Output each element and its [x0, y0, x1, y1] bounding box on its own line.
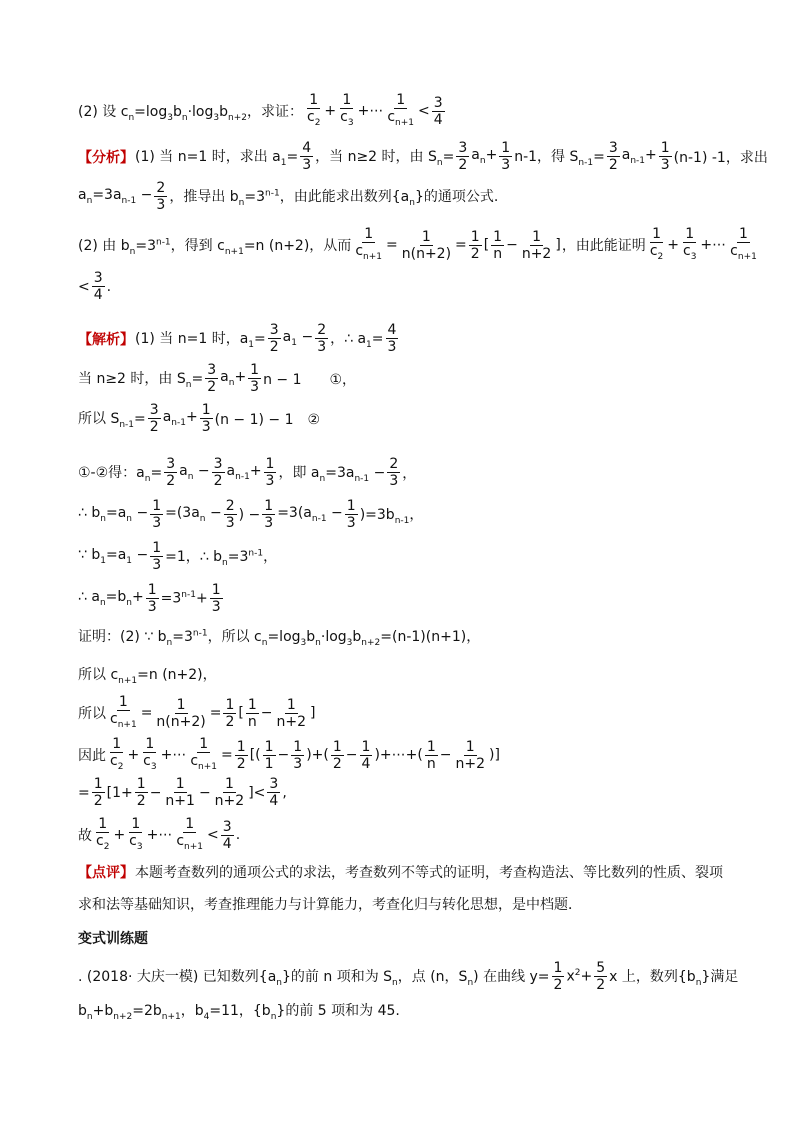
text: ①-②得：$a_n=$	[78, 464, 163, 484]
frac: 1 $c_{n+1}$	[110, 694, 137, 730]
line-6: 【解析】 (1) 当 n=1 时，$a_1=$ $\frac{3}{2}$ $a_1$ − $\frac{2}{3}$ ，∴ $a_1=$ $\frac{4}{3}$	[78, 322, 397, 355]
line-1: (2) 设 $c_n=\log_3b_n\cdot\log_3b_{n+2}$，求证： 1 $c_2$ + 1 $c_3$ +⋯ 1 $c_{n+1}$ < 3 4	[78, 92, 446, 131]
dianping-tag: 【点评】	[78, 865, 134, 881]
frac: 1 $c_{n+1}$	[730, 226, 757, 262]
frac: 1 $c_{n+1}$	[355, 226, 382, 262]
frac: $\frac{1}{3}$	[152, 540, 162, 573]
frac: 1 $c_2$	[306, 92, 321, 128]
frac: $\frac{1}{3}$	[346, 498, 356, 531]
line-22	[78, 1000, 400, 1022]
frac: 1 n(n+2)	[401, 228, 452, 262]
line-16: 因此 1 $c_2$ + 1 $c_3$ +⋯ 1 $c_{n+1}$ = 1 2 [( 1 1 − 1 3 )+( 1 2 − 1 4 )+⋯+( 1 n − 1 n+2 )]	[78, 736, 500, 775]
frac: $\frac{3}{2}$	[213, 456, 223, 489]
text: $a_n=3a_{n-1}$ −	[78, 187, 153, 206]
frac: 1 $c_{n+1}$	[190, 736, 218, 772]
line-11	[78, 540, 277, 573]
frac: $\frac{1}{2}$	[553, 960, 563, 993]
line-2: 【分析】 (1) 当 n=1 时，求出 $a_1=$ $\frac{4}{3}$ ，当 n≥2 时，由 $S_n=$ $\frac{3}{2}$ $a_n+$ $\frac{1}{3}$ n-1，得 $S_{n-1}=$ $\frac{3}{2}$ $a_{n-1}+$ $\frac{1}{3}$ (n-1) -1，求出	[78, 140, 768, 173]
text: 所以 $c_{n+1}=n$ (n+2)，	[78, 667, 217, 686]
frac: 1 2	[236, 738, 246, 772]
frac: $\frac{1}{3}$	[501, 140, 511, 173]
text: 当 n≥2 时，由 $S_n=$	[78, 370, 204, 390]
text: ，推导出 $b_n=3^{n-1}$，由此能求出数列$\{a_n\}$的通项公式.	[169, 187, 499, 208]
frac: 1 2	[225, 696, 235, 730]
text: $b_n+b_{n+2}=2b_{n+1}$，$b_4=11$，$\{b_n\}$的前 5 项和为 45.	[78, 1003, 400, 1022]
frac: 3 4	[222, 818, 232, 852]
frac: $\frac{1}{3}$	[660, 140, 670, 173]
text: (2) 设 $c_n=\log_3b_n\cdot\log_3b_{n+2}$，求证：	[78, 103, 303, 123]
frac: $\frac{3}{2}$	[166, 456, 176, 489]
text: ∵ $b_1=a_1$ −	[78, 547, 149, 566]
line-8: 所以 $S_{n-1}=$ $\frac{3}{2}$ $a_{n-1}+$ $\frac{1}{3}$ (n − 1) − 1 ②	[78, 402, 321, 435]
text: )$=3b_{n-1}$，	[359, 506, 424, 526]
frac: 1 n	[493, 228, 503, 262]
frac: 1 $c_2$	[96, 816, 110, 852]
text: (n − 1) − 1 ②	[214, 411, 321, 428]
frac: $\frac{3}{2}$	[269, 322, 279, 355]
text: 证明：(2) ∵ $b_n=3^{n-1}$，所以 $c_n=\log_3b_n\cdot\log_3b_{n+2}=(n-1)(n+1)$，	[78, 628, 481, 648]
line-10: ∴ $b_n=a_n$ − $\frac{1}{3}$ $=(3a_n$ − $\frac{2}{3}$ ) − $\frac{1}{3}$ $=3(a_{n-1}$ − $\frac{1}{3}$ )$=3b_{n-1}$，	[78, 498, 424, 531]
frac: $\frac{5}{2}$	[596, 960, 606, 993]
line-17: = $\frac{1}{2}$ [1+ 1 2 − 1 n+1 − 1 n+2 ]< 3 4 ,	[78, 776, 287, 809]
text: $=3(a_{n-1}$ −	[277, 505, 343, 524]
text: ，即 $a_n=3a_{n-1}$ −	[278, 464, 386, 484]
frac: $\frac{1}{3}$	[152, 498, 162, 531]
line-14	[78, 664, 217, 686]
frac: 1 n+2	[455, 738, 485, 772]
frac: 1 $c_3$	[682, 226, 697, 262]
text: . (2018· 大庆一模) 已知数列$\{a_n\}$的前 n 项和为 $S_n$，点 (n，$S_n$) 在曲线 y=	[78, 968, 550, 988]
line-20	[78, 894, 582, 914]
text: $=(3a_n$ −	[165, 505, 222, 524]
frac: 1 4	[361, 738, 371, 772]
line-9: ①-②得：$a_n=$ $\frac{3}{2}$ $a_n$ − $\frac{3}{2}$ $a_{n-1}+$ $\frac{1}{3}$ ，即 $a_n=3a_{n-1}$ − $\frac{2}{3}$ ，	[78, 456, 417, 489]
text: 所以 $S_{n-1}=$	[78, 410, 146, 430]
frac: $\frac{3}{2}$	[608, 140, 618, 173]
jiexi-tag: 【解析】	[78, 331, 134, 348]
frac: $\frac{3}{2}$	[149, 402, 159, 435]
frac: 1 n+2	[276, 696, 307, 730]
frac: $\frac{1}{2}$	[93, 776, 103, 809]
section-title-text: 变式训练题	[78, 931, 148, 947]
text: ∴ $a_n=b_n+$	[78, 589, 144, 608]
frac: $\frac{1}{3}$	[265, 456, 275, 489]
text: (n-1) -1，求出	[673, 149, 768, 166]
frac: 1 n	[426, 738, 436, 772]
line-12	[78, 582, 224, 615]
line-21: . (2018· 大庆一模) 已知数列$\{a_n\}$的前 n 项和为 $S_n$，点 (n，$S_n$) 在曲线 y= $\frac{1}{2}$ $x^2+$ $\frac{5}{2}$ x 上，数列$\{b_n\}$满足	[78, 960, 739, 993]
line-5: < 3 4 .	[78, 270, 112, 303]
frac: 1 $c_3$	[143, 736, 157, 772]
frac: 3 4	[93, 270, 103, 303]
frac: $\frac{2}{3}$	[156, 180, 166, 213]
text: ，∴ $a_1=$	[330, 330, 384, 350]
frac: 1 3	[293, 738, 303, 772]
line-19	[78, 862, 723, 882]
text: (1) 当 n=1 时，求出 $a_1=$	[135, 148, 299, 168]
frac: 1 1	[264, 738, 274, 772]
frac: 1 2	[136, 776, 146, 809]
text: n-1，得 $S_{n-1}=$	[514, 148, 605, 168]
fenxi-tag: 【分析】	[78, 149, 134, 166]
frac: $\frac{4}{3}$	[387, 322, 397, 355]
frac: 3 4	[269, 776, 279, 809]
line-7: 当 n≥2 时，由 $S_n=$ $\frac{3}{2}$ $a_n+$ $\frac{1}{3}$ n − 1 ①，	[78, 362, 357, 395]
frac: 1 n(n+2)	[156, 696, 206, 730]
text: x 上，数列$\{b_n\}$满足	[609, 968, 739, 988]
text: ，由此能证明	[561, 238, 646, 255]
text: ，当 n≥2 时，由 $S_n=$	[315, 148, 455, 168]
text: $=3^{n-1}+$	[160, 590, 208, 607]
frac: $\frac{1}{3}$	[211, 582, 221, 615]
frac: 1 n+2	[214, 776, 245, 809]
frac: 1 $c_3$	[129, 816, 143, 852]
frac: $\frac{2}{3}$	[225, 498, 235, 531]
frac: $\frac{3}{2}$	[207, 362, 217, 395]
line-4: (2) 由 $b_n=3^{n-1}$，得到 $c_{n+1}=n$ (n+2)，从而 1 $c_{n+1}$ = 1 n(n+2) = 1 2 [ 1 n − 1 n+2 ] ，由此能证明 1 $c_2$ + 1 $c_3$ +⋯ 1 $c_{n+1}$	[78, 226, 760, 265]
frac: $\frac{1}{3}$	[201, 402, 211, 435]
text: 因此	[78, 748, 106, 765]
line-15: 所以 1 $c_{n+1}$ = 1 n(n+2) = 1 2 [ 1 n − 1 n+2 ]	[78, 694, 316, 733]
frac: 1 n+1	[165, 776, 195, 809]
frac: 1 n+2	[521, 228, 552, 262]
text: 所以	[78, 706, 106, 723]
frac: $\frac{3}{2}$	[458, 140, 468, 173]
frac: $\frac{2}{3}$	[317, 322, 327, 355]
line-18: 故 1 $c_2$ + 1 $c_3$ +⋯ 1 $c_{n+1}$ < 3 4 .	[78, 816, 240, 855]
text: ∴ $b_n=a_n$ −	[78, 505, 149, 524]
frac: 1 $c_2$	[649, 226, 664, 262]
frac: 1 $c_{n+1}$	[387, 92, 415, 128]
text: 故	[78, 828, 92, 845]
frac: 1 2	[470, 228, 480, 262]
text: (1) 当 n=1 时，$a_1=$	[135, 330, 266, 350]
text: 本题考查数列的通项公式的求法，考查数列不等式的证明，考查构造法、等比数列的性质、裂项	[135, 865, 723, 881]
frac: 1 2	[332, 738, 342, 772]
text: =1，∴ $b_n=3^{n-1}$，	[165, 547, 278, 568]
frac: 1 $c_3$	[340, 92, 354, 128]
frac: $\frac{4}{3}$	[302, 140, 312, 173]
frac: $\frac{2}{3}$	[389, 456, 399, 489]
frac: $\frac{1}{3}$	[147, 582, 157, 615]
frac: 1 $c_{n+1}$	[176, 816, 204, 852]
frac: $\frac{1}{3}$	[250, 362, 260, 395]
frac: 1 $c_2$	[110, 736, 124, 772]
line-13	[78, 626, 480, 648]
frac: $\frac{1}{3}$	[264, 498, 274, 531]
text: (2) 由 $b_n=3^{n-1}$，得到 $c_{n+1}=n$ (n+2)，从而	[78, 236, 352, 257]
text: n − 1 ①，	[263, 371, 357, 388]
section-title	[78, 928, 148, 948]
frac: 3 4	[433, 94, 443, 128]
line-3	[78, 180, 498, 213]
text: 求和法等基础知识，考查推理能力与计算能力，考查化归与转化思想，是中档题．	[78, 897, 582, 913]
frac: 1 n	[247, 696, 257, 730]
